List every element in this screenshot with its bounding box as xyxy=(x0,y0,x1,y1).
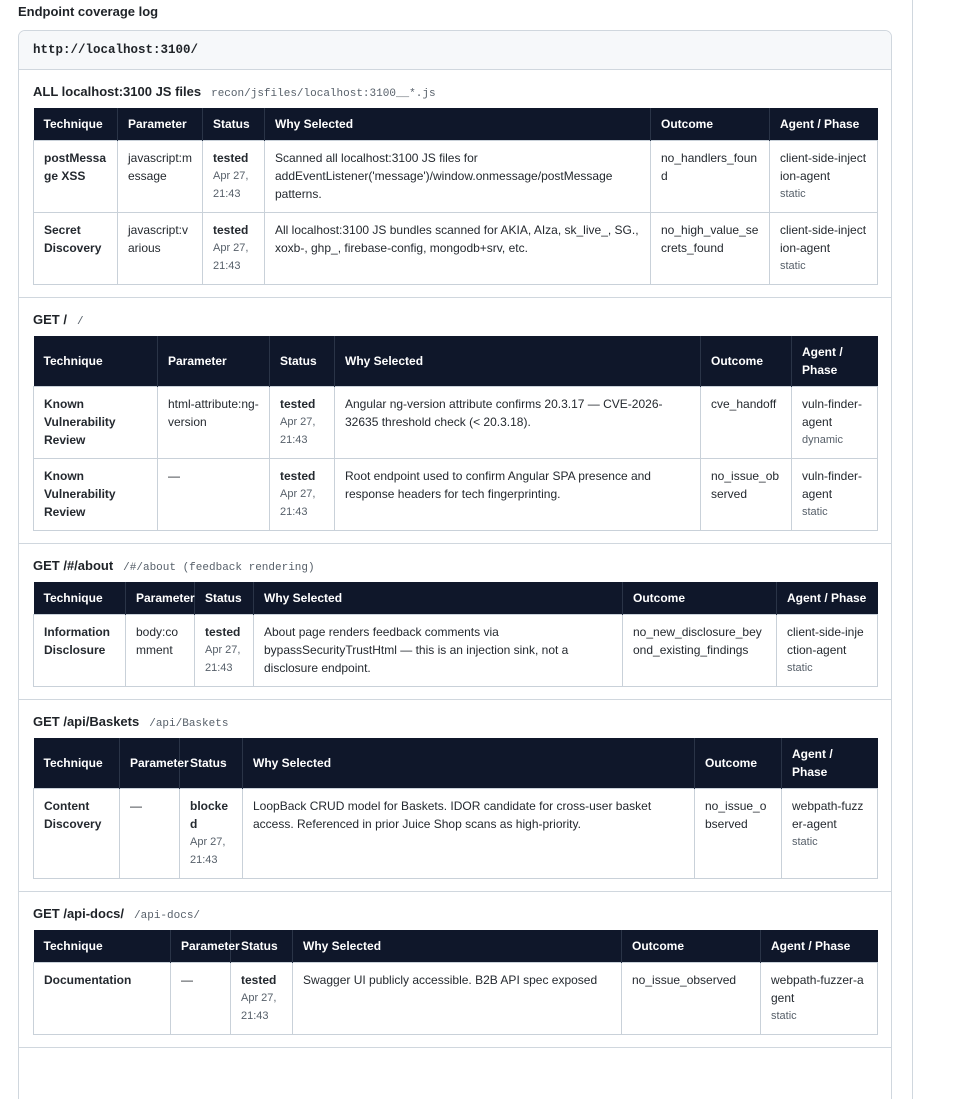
agent-cell xyxy=(792,387,878,459)
technique-cell: postMessage XSS xyxy=(34,141,118,213)
table-header-row xyxy=(34,108,878,141)
col-technique: Technique xyxy=(34,336,158,387)
log-title: Endpoint coverage log xyxy=(18,4,159,19)
col-technique: Technique xyxy=(34,738,120,789)
technique-cell: Content Discovery xyxy=(34,789,120,879)
right-rail xyxy=(912,0,953,1099)
endpoint-path: / xyxy=(76,316,84,328)
coverage-panel xyxy=(18,30,892,1099)
agent-cell xyxy=(770,213,878,285)
status-value: tested xyxy=(280,469,316,483)
agent-cell xyxy=(777,615,878,687)
why-cell: Scanned all localhost:3100 JS files for addEventListener('message')/window.onmessage/postMessage patterns. xyxy=(265,141,651,213)
outcome-cell: no_handlers_found xyxy=(651,141,770,213)
status-value: tested xyxy=(213,151,249,165)
agent-phase: static xyxy=(792,836,818,848)
coverage-table xyxy=(33,108,878,285)
parameter-cell: — xyxy=(171,963,231,1035)
why-cell: Root endpoint used to confirm Angular SPA presence and response headers for tech fingerprinting. xyxy=(335,459,701,531)
col-why: Why Selected xyxy=(335,336,701,387)
why-cell: About page renders feedback comments via bypassSecurityTrustHtml — this is an injection sink, not a disclosure endpoint. xyxy=(254,615,623,687)
technique-cell: Documentation xyxy=(34,963,171,1035)
col-parameter: Parameter xyxy=(158,336,270,387)
col-why: Why Selected xyxy=(243,738,695,789)
why-cell: LoopBack CRUD model for Baskets. IDOR candidate for cross-user basket access. Referenced in prior Juice Shop scans as high-priority. xyxy=(243,789,695,879)
status-cell xyxy=(203,141,265,213)
agent-phase: static xyxy=(787,662,813,674)
col-status: Status xyxy=(180,738,243,789)
col-technique: Technique xyxy=(34,582,126,615)
endpoint-title: GET /#/about xyxy=(33,558,114,573)
parameter-cell: body:comment xyxy=(126,615,195,687)
status-timestamp: Apr 27, 21:43 xyxy=(280,488,316,518)
agent-cell xyxy=(782,789,878,879)
status-timestamp: Apr 27, 21:43 xyxy=(190,836,226,866)
agent-cell xyxy=(792,459,878,531)
col-why: Why Selected xyxy=(254,582,623,615)
col-agent: Agent / Phase xyxy=(777,582,878,615)
col-outcome: Outcome xyxy=(701,336,792,387)
col-status: Status xyxy=(231,930,293,963)
agent-name: vuln-finder-agent xyxy=(802,469,863,501)
coverage-table xyxy=(33,336,878,531)
coverage-table xyxy=(33,738,878,879)
agent-phase: static xyxy=(780,188,806,200)
col-parameter: Parameter xyxy=(126,582,195,615)
table-row xyxy=(34,213,878,285)
endpoint-path: recon/jsfiles/localhost:3100__*.js xyxy=(211,88,436,100)
status-value: blocked xyxy=(190,799,229,831)
status-cell xyxy=(270,387,335,459)
table-row xyxy=(34,615,878,687)
col-status: Status xyxy=(203,108,265,141)
col-outcome: Outcome xyxy=(651,108,770,141)
outcome-cell: no_issue_observed xyxy=(622,963,761,1035)
endpoint-section xyxy=(19,892,891,1048)
endpoint-section xyxy=(19,70,891,298)
col-outcome: Outcome xyxy=(695,738,782,789)
coverage-table xyxy=(33,582,878,687)
endpoint-title: GET /api-docs/ xyxy=(33,906,125,921)
outcome-cell: cve_handoff xyxy=(701,387,792,459)
endpoint-path: /#/about (feedback rendering) xyxy=(123,562,315,574)
parameter-cell: — xyxy=(158,459,270,531)
agent-phase: static xyxy=(780,260,806,272)
table-row xyxy=(34,789,878,879)
parameter-cell: — xyxy=(120,789,180,879)
col-technique: Technique xyxy=(34,930,171,963)
technique-cell: Secret Discovery xyxy=(34,213,118,285)
outcome-cell: no_issue_observed xyxy=(701,459,792,531)
agent-name: client-side-injection-agent xyxy=(780,223,867,255)
parameter-cell: javascript:message xyxy=(118,141,203,213)
why-cell: Swagger UI publicly accessible. B2B API spec exposed xyxy=(293,963,622,1035)
table-header-row xyxy=(34,930,878,963)
status-value: tested xyxy=(241,973,277,987)
col-status: Status xyxy=(195,582,254,615)
table-header-row xyxy=(34,336,878,387)
status-timestamp: Apr 27, 21:43 xyxy=(213,170,249,200)
endpoint-path: /api/Baskets xyxy=(149,718,229,730)
col-agent: Agent / Phase xyxy=(792,336,878,387)
parameter-cell: javascript:various xyxy=(118,213,203,285)
endpoint-title: GET / xyxy=(33,312,67,327)
why-cell: Angular ng-version attribute confirms 20.3.17 — CVE-2026-32635 threshold check (< 20.3.18). xyxy=(335,387,701,459)
col-parameter: Parameter xyxy=(118,108,203,141)
technique-cell: Information Disclosure xyxy=(34,615,126,687)
status-value: tested xyxy=(205,625,241,639)
agent-phase: static xyxy=(771,1010,797,1022)
status-timestamp: Apr 27, 21:43 xyxy=(213,242,249,272)
table-row xyxy=(34,459,878,531)
col-parameter: Parameter xyxy=(171,930,231,963)
outcome-cell: no_high_value_secrets_found xyxy=(651,213,770,285)
agent-name: client-side-injection-agent xyxy=(780,151,867,183)
agent-phase: dynamic xyxy=(802,434,843,446)
agent-name: webpath-fuzzer-agent xyxy=(792,799,864,831)
agent-phase: static xyxy=(802,506,828,518)
col-agent: Agent / Phase xyxy=(782,738,878,789)
endpoint-path: /api-docs/ xyxy=(134,910,201,922)
endpoint-section xyxy=(19,544,891,700)
endpoint-section xyxy=(19,298,891,544)
table-header-row xyxy=(34,738,878,789)
technique-cell: Known Vulnerability Review xyxy=(34,387,158,459)
col-parameter: Parameter xyxy=(120,738,180,789)
col-outcome: Outcome xyxy=(623,582,777,615)
col-why: Why Selected xyxy=(265,108,651,141)
col-outcome: Outcome xyxy=(622,930,761,963)
col-technique: Technique xyxy=(34,108,118,141)
table-row xyxy=(34,141,878,213)
col-agent: Agent / Phase xyxy=(761,930,878,963)
status-timestamp: Apr 27, 21:43 xyxy=(205,644,241,674)
status-cell xyxy=(231,963,293,1035)
status-timestamp: Apr 27, 21:43 xyxy=(241,992,277,1022)
agent-name: webpath-fuzzer-agent xyxy=(771,973,864,1005)
agent-cell xyxy=(770,141,878,213)
status-timestamp: Apr 27, 21:43 xyxy=(280,416,316,446)
col-why: Why Selected xyxy=(293,930,622,963)
status-cell xyxy=(270,459,335,531)
agent-cell xyxy=(761,963,878,1035)
agent-name: vuln-finder-agent xyxy=(802,397,863,429)
endpoint-title: ALL localhost:3100 JS files xyxy=(33,84,202,99)
table-row xyxy=(34,387,878,459)
base-url-header: http://localhost:3100/ xyxy=(19,31,891,70)
why-cell: All localhost:3100 JS bundles scanned for AKIA, AIza, sk_live_, SG., xoxb-, ghp_, firebase-config, mongodb+srv, etc. xyxy=(265,213,651,285)
outcome-cell: no_new_disclosure_beyond_existing_findings xyxy=(623,615,777,687)
outcome-cell: no_issue_observed xyxy=(695,789,782,879)
table-header-row xyxy=(34,582,878,615)
status-cell xyxy=(195,615,254,687)
status-value: tested xyxy=(213,223,249,237)
agent-name: client-side-injection-agent xyxy=(787,625,864,657)
table-row xyxy=(34,963,878,1035)
parameter-cell: html-attribute:ng-version xyxy=(158,387,270,459)
status-cell xyxy=(203,213,265,285)
coverage-table xyxy=(33,930,878,1035)
endpoint-section xyxy=(19,700,891,892)
technique-cell: Known Vulnerability Review xyxy=(34,459,158,531)
status-cell xyxy=(180,789,243,879)
endpoint-title: GET /api/Baskets xyxy=(33,714,140,729)
status-value: tested xyxy=(280,397,316,411)
col-status: Status xyxy=(270,336,335,387)
col-agent: Agent / Phase xyxy=(770,108,878,141)
